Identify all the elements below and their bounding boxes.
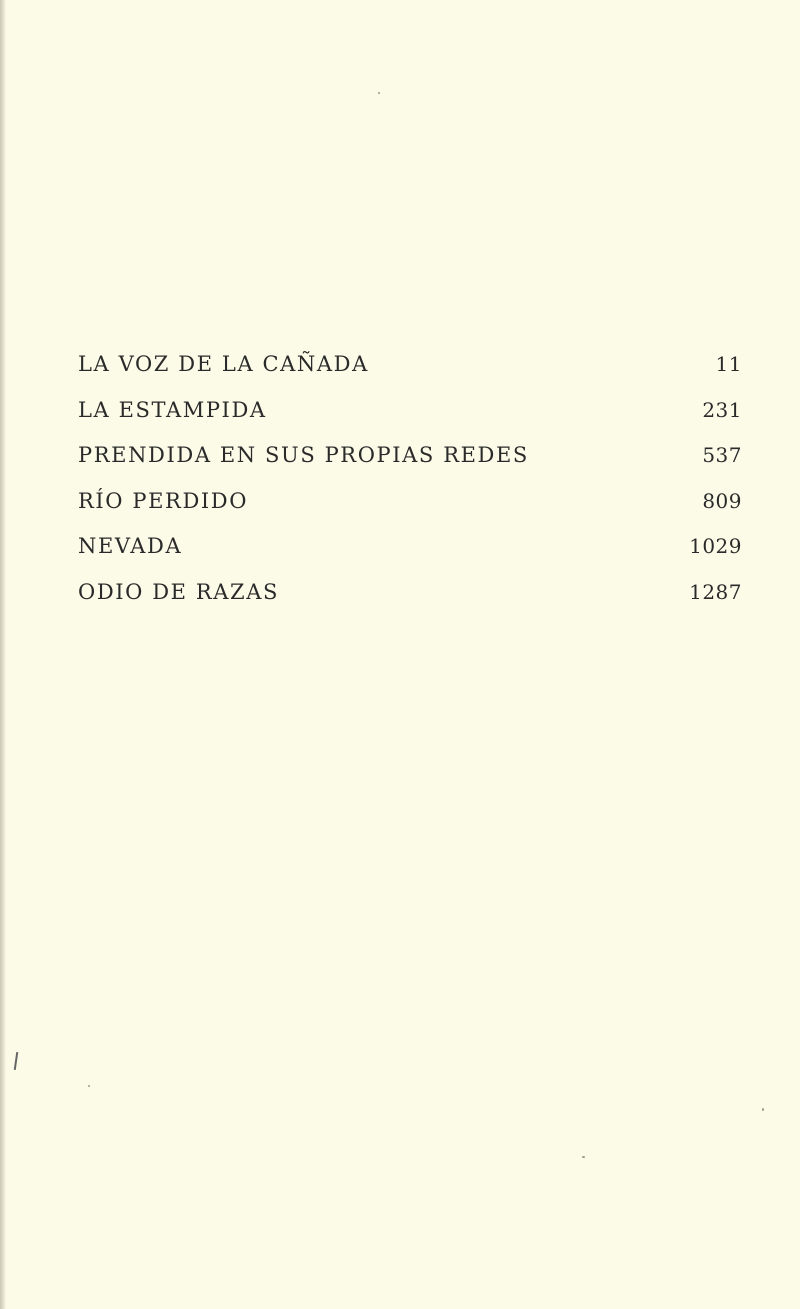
toc-entry-page: 1029	[689, 534, 742, 559]
toc-entry	[78, 489, 742, 535]
paper-speck	[88, 1085, 90, 1087]
toc-entry-page: 537	[702, 443, 742, 468]
toc-entry-page: 231	[702, 397, 742, 422]
toc-entry-page: 809	[702, 488, 742, 513]
toc-entry	[78, 443, 742, 489]
table-of-contents	[78, 352, 742, 626]
paper-speck	[582, 1156, 585, 1158]
toc-entry	[78, 398, 742, 444]
toc-entry-title: RÍO PERDIDO	[78, 488, 249, 513]
toc-entry-page: 11	[715, 352, 742, 376]
toc-entry	[78, 534, 742, 580]
toc-entry-title: LA ESTAMPIDA	[78, 397, 267, 422]
binding-edge	[0, 0, 6, 1309]
pencil-mark	[14, 1052, 18, 1070]
toc-entry-title: ODIO DE RAZAS	[78, 579, 280, 604]
paper-speck	[762, 1108, 764, 1111]
toc-entry	[78, 580, 742, 626]
toc-entry-title: LA VOZ DE LA CAÑADA	[78, 352, 369, 376]
toc-entry-page: 1287	[689, 579, 742, 604]
toc-entry-title: NEVADA	[78, 534, 183, 559]
toc-entry	[78, 352, 742, 398]
toc-entry-title: PRENDIDA EN SUS PROPIAS REDES	[78, 443, 529, 468]
paper-speck	[378, 92, 380, 94]
